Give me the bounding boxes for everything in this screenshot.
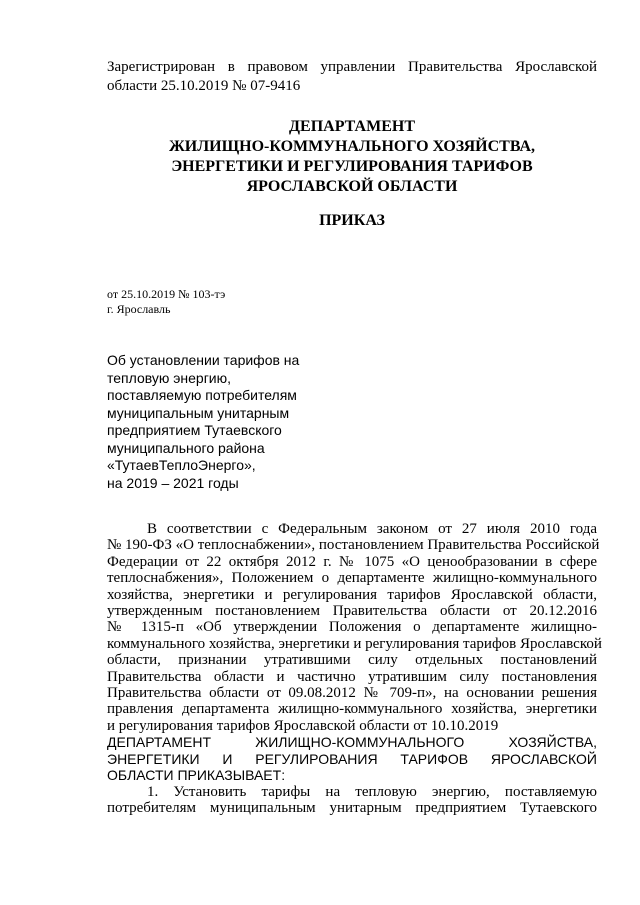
- subject-line-4: муниципальным унитарным: [107, 404, 290, 421]
- preamble-line-1: В соответствии с Федеральным законом от 27 июля 2010 года: [147, 521, 597, 537]
- preamble-line-12: правления департамента жилищно-коммунального хозяйства, энергетики: [107, 701, 597, 718]
- preamble-line-4: теплоснабжения», Положением о департаменте жилищно-коммунального: [107, 570, 597, 587]
- decision-paragraph: [107, 734, 597, 783]
- subject-line-2: тепловую энергию,: [107, 369, 232, 386]
- item-1-line-2: потребителям муниципальным унитарным предприятием Тутаевского: [107, 799, 597, 816]
- decision-line-3: ОБЛАСТИ ПРИКАЗЫВАЕТ:: [107, 767, 286, 784]
- order-subject: [107, 352, 337, 492]
- header-line-1: ДЕПАРТАМЕНТ: [289, 118, 415, 135]
- preamble-line-5: хозяйства, энергетики и регулирования тарифов Ярославской области,: [107, 586, 597, 603]
- date-and-number: [107, 287, 407, 317]
- preamble-line-6: утвержденным постановлением Правительства области от 20.12.2016: [107, 603, 597, 620]
- preamble-line-9: области, признании утратившими силу отдельных постановлений: [107, 652, 597, 669]
- decision-line-1: ДЕПАРТАМЕНТ ЖИЛИЩНО-КОММУНАЛЬНОГО ХОЗЯЙСТВА,: [107, 734, 597, 751]
- item-1-paragraph: [107, 784, 597, 817]
- registration-line-1: Зарегистрирован в правовом управлении Правительства Ярославской: [107, 59, 597, 75]
- preamble-line-8: коммунального хозяйства, энергетики и регулирования тарифов Ярославской: [107, 635, 602, 652]
- subject-line-8: на 2019 – 2021 годы: [107, 474, 239, 491]
- header-line-4: ЯРОСЛАВСКОЙ ОБЛАСТИ: [246, 178, 458, 195]
- subject-line-1: Об установлении тарифов на: [107, 352, 300, 368]
- order-city: г. Ярославль: [107, 302, 171, 316]
- department-header: [107, 117, 597, 197]
- preamble-line-2: № 190-ФЗ «О теплоснабжении», постановлением Правительства Российской: [107, 537, 600, 554]
- subject-line-6: муниципального района: [107, 439, 265, 456]
- subject-line-3: поставляемую потребителям: [107, 387, 297, 403]
- order-date-number: от 25.10.2019 № 103-тэ: [107, 287, 226, 301]
- preamble-line-3: Федерации от 22 октября 2012 г. № 1075 «О ценообразовании в сфере: [107, 553, 597, 570]
- header-line-2: ЖИЛИЩНО-КОММУНАЛЬНОГО ХОЗЯЙСТВА,: [168, 138, 536, 155]
- document-type-title: ПРИКАЗ: [319, 212, 385, 229]
- preamble-line-7: № 1315-п «Об утверждении Положения о департаменте жилищно-: [107, 619, 597, 636]
- preamble-line-13: и регулирования тарифов Ярославской области от 10.10.2019: [107, 717, 499, 734]
- item-1-line-1: 1. Установить тарифы на тепловую энергию, поставляемую: [147, 783, 597, 800]
- preamble-line-10: Правительства области и частично утратившим силу постановления: [107, 668, 597, 685]
- subject-line-5: предприятием Тутаевского: [107, 422, 282, 438]
- registration-note: [107, 58, 597, 96]
- decision-line-2: ЭНЕРГЕТИКИ И РЕГУЛИРОВАНИЯ ТАРИФОВ ЯРОСЛАВСКОЙ: [107, 750, 597, 767]
- header-line-3: ЭНЕРГЕТИКИ И РЕГУЛИРОВАНИЯ ТАРИФОВ: [171, 158, 533, 175]
- preamble-paragraph: [107, 521, 602, 734]
- registration-line-2: области 25.10.2019 № 07-9416: [107, 78, 301, 94]
- subject-line-7: «ТутаевТеплоЭнерго»,: [107, 457, 256, 473]
- preamble-line-11: Правительства области от 09.08.2012 № 709-п», на основании решения: [107, 685, 597, 702]
- order-body: [107, 521, 602, 816]
